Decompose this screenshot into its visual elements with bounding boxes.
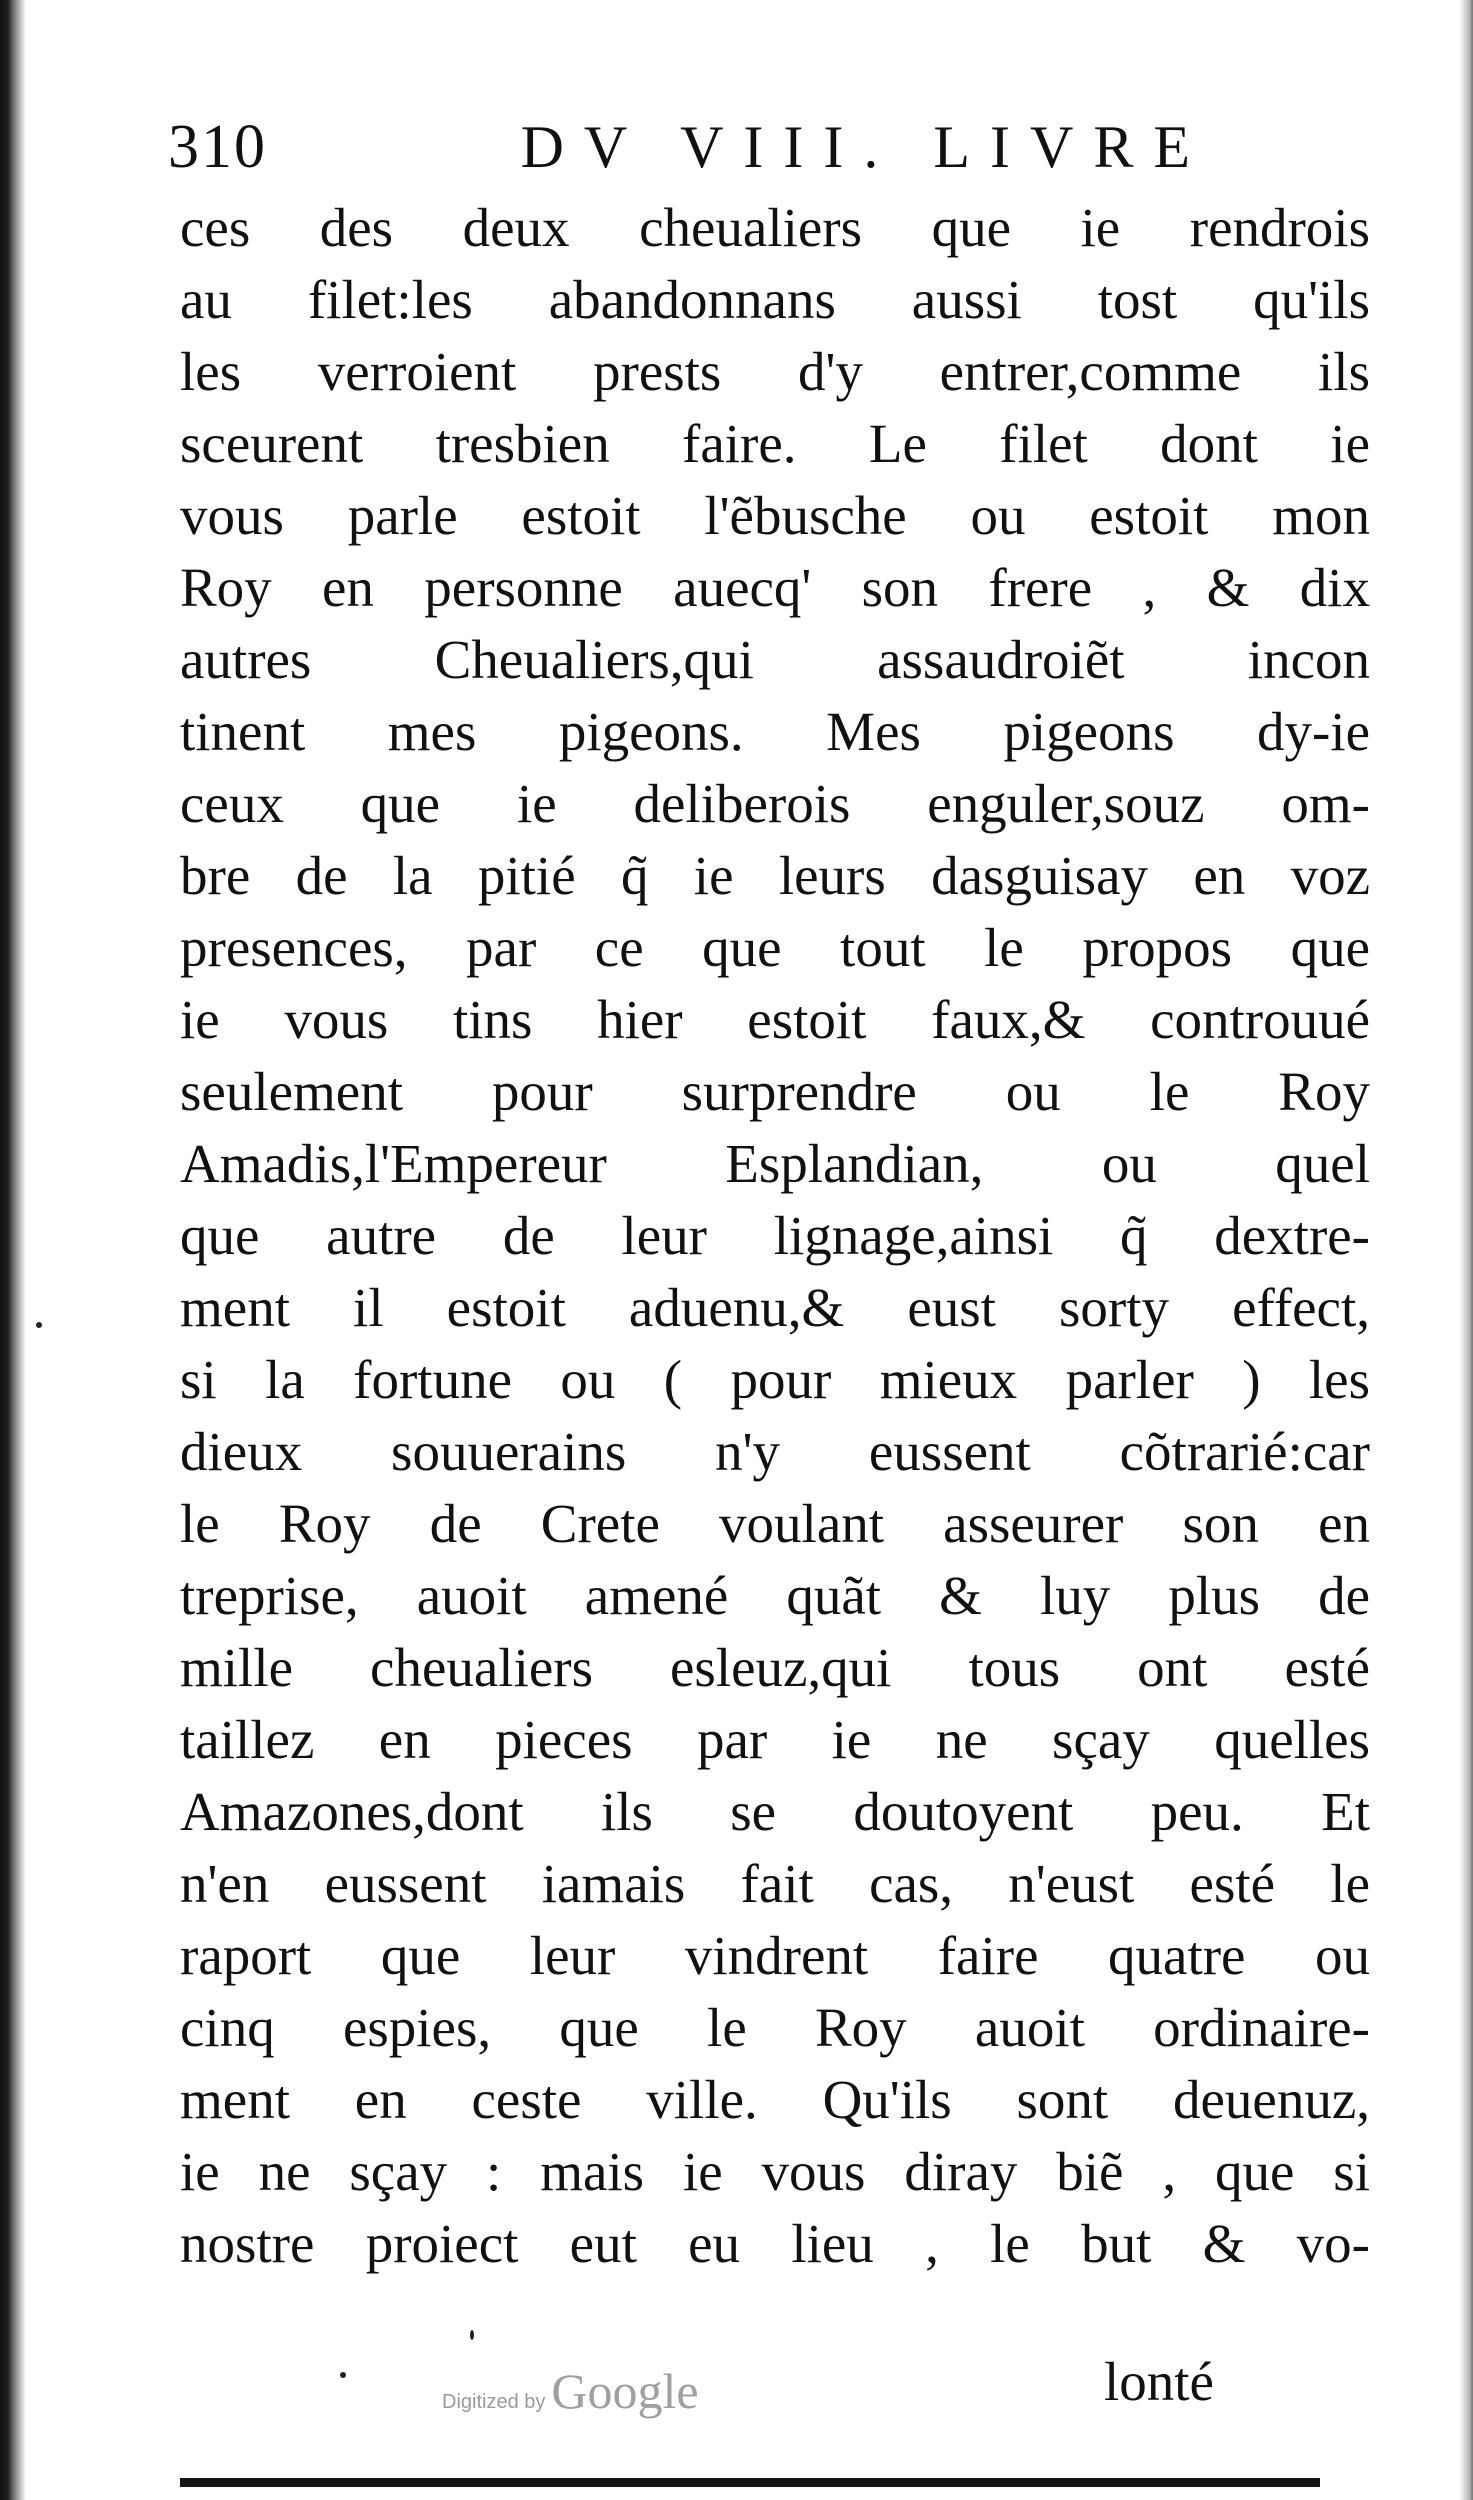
running-head — [168, 112, 1210, 190]
catchword: lonté — [1104, 2351, 1214, 2412]
text-line: n'en eussent iamais fait cas, n'eust esté le — [180, 1853, 1370, 1914]
text-line: sceurent tresbien faire. Le filet dont ie — [180, 413, 1370, 474]
text-line: Roy en personne auecq' son frere , & dix — [180, 557, 1370, 618]
text-line: ie ne sçay : mais ie vous diray biẽ , que si — [180, 2141, 1370, 2202]
text-line: tinent mes pigeons. Mes pigeons dy-ie — [180, 701, 1370, 762]
text-line: que autre de leur lignage,ainsi q̃ dextre- — [180, 1205, 1370, 1266]
text-line: ces des deux cheualiers que ie rendrois — [180, 197, 1370, 258]
text-line: au filet:les abandonnans aussi tost qu'ils — [180, 269, 1370, 330]
google-wordmark: Google — [551, 2363, 699, 2419]
digitized-watermark — [442, 2362, 699, 2420]
page-number: 310 — [168, 113, 267, 181]
scan-right-edge — [1459, 0, 1473, 2500]
text-line: Amazones,dont ils se doutoyent peu. Et — [180, 1781, 1370, 1842]
text-line: taillez en pieces par ie ne sçay quelles — [180, 1709, 1370, 1770]
text-line: le Roy de Crete voulant asseurer son en — [180, 1493, 1370, 1554]
text-line: ment il estoit aduenu,& eust sorty effect, — [180, 1277, 1370, 1338]
ink-speck — [470, 2330, 474, 2340]
text-line: bre de la pitié q̃ ie leurs dasguisay en voz — [180, 845, 1370, 906]
body-text — [168, 192, 1370, 2280]
book-page — [168, 112, 1370, 2280]
text-line: ceux que ie deliberois enguler,souz om- — [180, 773, 1370, 834]
text-line: si la fortune ou ( pour mieux parler ) les — [180, 1349, 1370, 1410]
text-line: treprise, auoit amené quãt & luy plus de — [180, 1565, 1370, 1626]
text-line: presences, par ce que tout le propos que — [180, 917, 1370, 978]
text-line: raport que leur vindrent faire quatre ou — [180, 1925, 1370, 1986]
text-line: cinq espies, que le Roy auoit ordinaire- — [180, 1997, 1370, 2058]
text-line: mille cheualiers esleuz,qui tous ont esté — [180, 1637, 1370, 1698]
page-bottom-rule — [180, 2478, 1320, 2487]
scan-left-edge — [0, 0, 26, 2500]
text-line: nostre proiect eut eu lieu , le but & vo- — [180, 2213, 1370, 2274]
ink-speck — [340, 2372, 346, 2378]
text-line: ment en ceste ville. Qu'ils sont deuenuz, — [180, 2069, 1370, 2130]
digitized-label: Digitized by — [442, 2391, 546, 2413]
text-line: ie vous tins hier estoit faux,& controuué — [180, 989, 1370, 1050]
text-line: Amadis,l'Empereur Esplandian, ou quel — [180, 1133, 1370, 1194]
text-line: vous parle estoit l'ẽbusche ou estoit mon — [180, 485, 1370, 546]
text-line: les verroient prests d'y entrer,comme ils — [180, 341, 1370, 402]
ink-speck — [36, 1322, 42, 1328]
text-line: dieux souuerains n'y eussent cõtrarié:car — [180, 1421, 1370, 1482]
running-title: DV VIII. LIVRE — [520, 114, 1210, 180]
text-line: autres Cheualiers,qui assaudroiẽt incon — [180, 629, 1370, 690]
text-line: seulement pour surprendre ou le Roy — [180, 1061, 1370, 1122]
